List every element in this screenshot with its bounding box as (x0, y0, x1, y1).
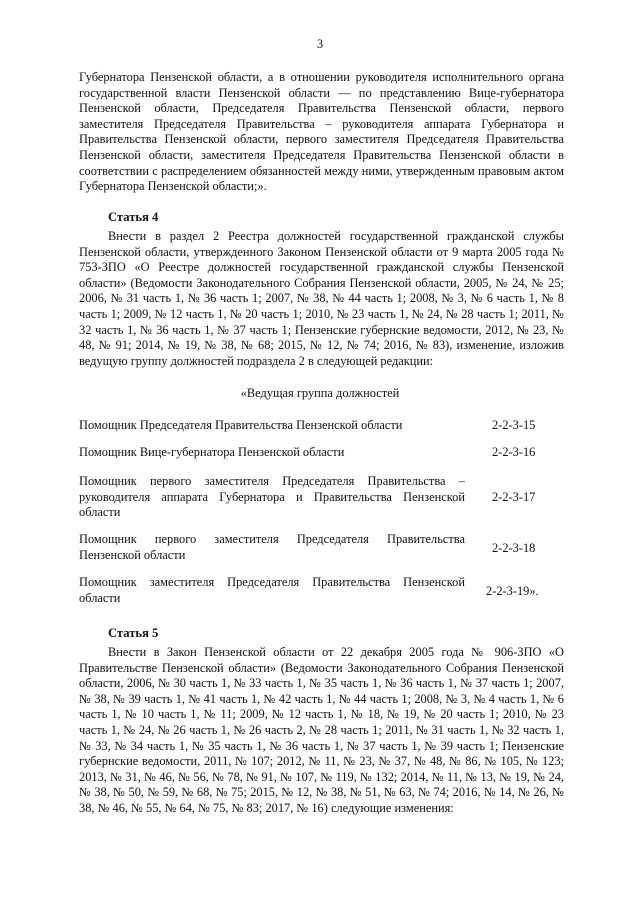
position-code: 2-2-3-15 (492, 418, 536, 432)
position-code: 2-2-3-18 (492, 541, 536, 555)
page-number: 3 (316, 37, 324, 51)
intro-paragraph-block (79, 70, 564, 195)
position-code: 2-2-3-19». (486, 584, 539, 598)
position-name: Помощник первого заместителя Председателя Правительства – руководителя аппарата Губернатора и Правительства Пензенской области (79, 474, 465, 520)
article5-body (79, 645, 564, 817)
article4-heading: Статья 4 (108, 210, 159, 224)
position-name: Помощник Председателя Правительства Пензенской области (79, 418, 403, 432)
position-name: Помощник заместителя Председателя Правительства Пензенской области (79, 575, 465, 605)
group-title: «Ведущая группа должностей (240, 386, 400, 400)
position-name: Помощник первого заместителя Председателя Правительства Пензенской области (79, 532, 465, 562)
position-name: Помощник Вице-губернатора Пензенской области (79, 445, 345, 459)
intro-paragraph: Губернатора Пензенской области, а в отношении руководителя исполнительного органа государственной власти Пензенской области — по представлению Вице-губернатора Пензенской области, Председателя Правительства Пензенской области, первого заместителя Председателя Правительства – руководителя аппарата Губернатора и Правительства Пензенской области, первого заместителя Председателя Правительства Пензенской области, заместителя Председателя Правительства Пензенской области в соответствии с распределением обязанностей между ними, утвержденным правовым актом Губернатора Пензенской области;». (79, 70, 564, 194)
position-code: 2-2-3-16 (492, 445, 536, 459)
article5-paragraph: Внести в Закон Пензенской области от 22 декабря 2005 года № 906-ЗПО «О Правительстве Пензенской области» (Ведомости Законодательного Собрания Пензенской области, 2006, № 30 часть 1, № 33 часть 1, № 35 часть 1, № 36 часть 1, № 37 часть 1; 2007, № 38, № 39 часть 1, № 41 часть 1, № 42 часть 1, № 44 часть 1; 2008, № 3, № 4 часть 1, № 6 часть 1, № 10 часть 1, № 11; 2009, № 12 часть 1, № 18, № 19, № 20 часть 1; 2010, № 23 часть 1, № 24, № 26 часть 1, № 26 часть 2, № 28 часть 1; 2011, № 31 часть 1, № 32 часть 1, № 33, № 34 часть 1, № 35 часть 1, № 36 часть 1, № 37 часть 1, № 39 часть 1; Пензенские губернские ведомости, 2011, № 107; 2012, № 11, № 23, № 37, № 48, № 86, № 105, № 123; 2013, № 31, № 46, № 56, № 78, № 91, № 107, № 119, № 132; 2014, № 11, № 13, № 19, № 24, № 38, № 50, № 59, № 68, № 75; 2015, № 12, № 38, № 51, № 63, № 74; 2016, № 14, № 26, № 38, № 46, № 55, № 64, № 75, № 83; 2017, № 16) следующие изменения: (79, 645, 564, 815)
position-code: 2-2-3-17 (492, 490, 536, 504)
article4-body (79, 229, 564, 369)
article4-paragraph: Внести в раздел 2 Реестра должностей государственной гражданской службы Пензенской области, утвержденного Законом Пензенской области от 9 марта 2005 года № 753-ЗПО «О Реестре должностей государственной гражданской службы Пензенской области» (Ведомости Законодательного Собрания Пензенской области, 2005, № 24, № 25; 2006, № 31 часть 1, № 36 часть 1; 2007, № 38, № 44 часть 1; 2008, № 3, № 6 часть 1, № 8 часть 1; 2009, № 12 часть 1, № 20 часть 1; 2010, № 23 часть 1, № 24, № 28 часть 1; 2011, № 32 часть 1, № 36 часть 1, № 37 часть 1; Пензенские губернские ведомости, 2012, № 23, № 48, № 91; 2014, № 19, № 38, № 68; 2015, № 12, № 74; 2016, № 83), изменение, изложив ведущую группу должностей подраздела 2 в следующей редакции: (79, 229, 564, 368)
article5-heading: Статья 5 (108, 626, 159, 640)
